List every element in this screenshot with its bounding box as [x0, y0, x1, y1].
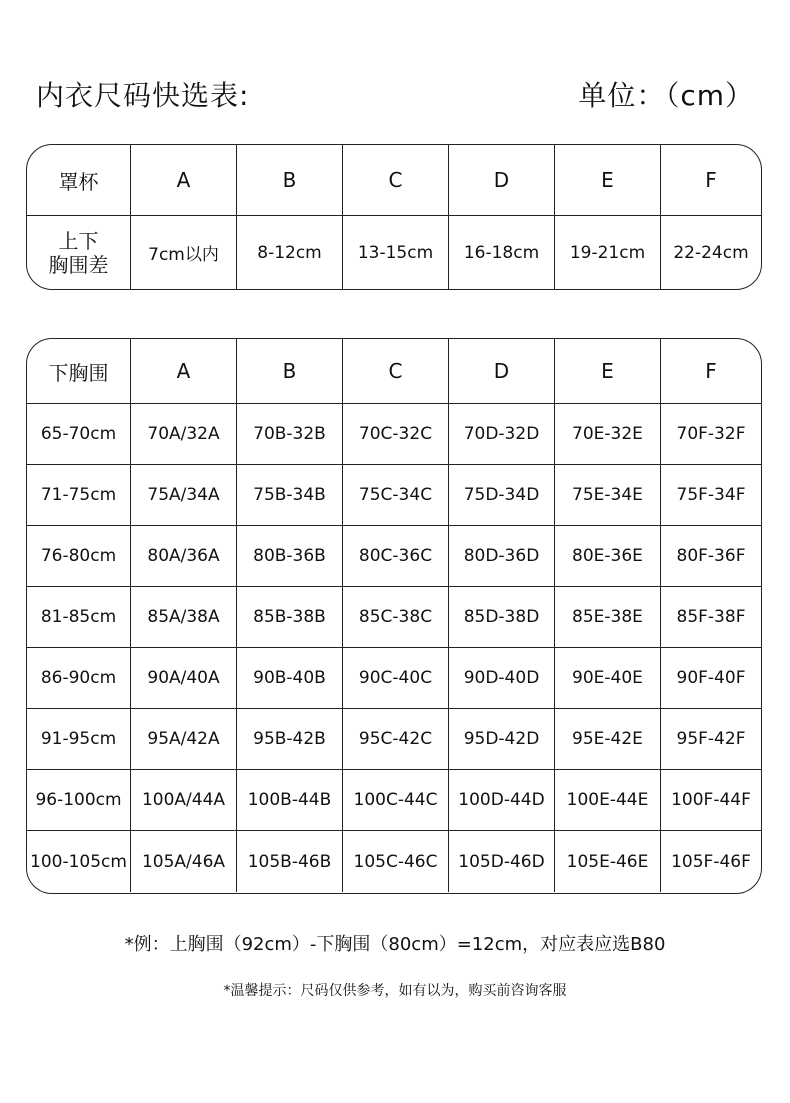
underbust-range: 91-95cm [27, 709, 131, 769]
table-row [27, 648, 761, 709]
example-note: *例：上胸围（92cm）-下胸围（80cm）=12cm，对应表应选B80 [124, 934, 666, 955]
size-cell: 95E-42E [555, 709, 661, 769]
size-cell: 70C-32C [343, 404, 449, 464]
cup-difference-table [26, 144, 762, 290]
diff-value-a: 7cm以内 [131, 216, 237, 289]
size-cell: 105E-46E [555, 831, 661, 892]
size-cell: 100A/44A [131, 770, 237, 830]
size-cell: 70E-32E [555, 404, 661, 464]
size-cell: 100B-44B [237, 770, 343, 830]
bust-difference-label-line2: 胸围差 [48, 252, 109, 277]
size-cell: 100E-44E [555, 770, 661, 830]
size-cell: 100F-44F [671, 790, 751, 810]
size-cell: 80D-36D [449, 526, 555, 586]
size-cell: 95C-42C [343, 709, 449, 769]
size-cell: 75D-34D [449, 465, 555, 525]
size-cell: 75C-34C [343, 465, 449, 525]
size-cell: 105A/46A [131, 831, 237, 892]
cup-label: 罩杯 [27, 145, 131, 215]
underbust-range: 81-85cm [27, 587, 131, 647]
size-cell: 100C-44C [343, 770, 449, 830]
size-cell: 85A/38A [131, 587, 237, 647]
size-table [26, 338, 762, 894]
cup-header-d: D [449, 145, 555, 215]
diff-value-c: 13-15cm [343, 216, 449, 289]
diff-value-f: 22-24cm [673, 242, 749, 263]
size-cell: 100D-44D [449, 770, 555, 830]
table-row [27, 465, 761, 526]
unit-label: 单位：（cm） [578, 79, 754, 112]
size-cell: 70B-32B [237, 404, 343, 464]
diff-value-b: 8-12cm [237, 216, 343, 289]
size-cell: 80E-36E [555, 526, 661, 586]
cup-header-f: F [705, 168, 717, 192]
size-cell: 90F-40F [676, 668, 746, 688]
size-cell: 90C-40C [343, 648, 449, 708]
underbust-range: 76-80cm [27, 526, 131, 586]
tip-note: *温馨提示：尺码仅供参考，如有以为，购买前咨询客服 [223, 983, 567, 999]
size-cell: 85C-38C [343, 587, 449, 647]
size-header-f: F [705, 359, 717, 383]
size-header-row [27, 339, 761, 404]
size-header-d: D [449, 339, 555, 403]
size-cell: 75A/34A [131, 465, 237, 525]
size-cell: 80C-36C [343, 526, 449, 586]
size-cell: 90D-40D [449, 648, 555, 708]
page-title: 内衣尺码快选表: [36, 79, 250, 112]
size-cell: 70D-32D [449, 404, 555, 464]
table-row [27, 526, 761, 587]
size-cell: 105F-46F [671, 851, 751, 872]
size-cell: 95F-42F [676, 729, 746, 749]
size-cell: 80A/36A [131, 526, 237, 586]
size-cell: 75B-34B [237, 465, 343, 525]
table-row [27, 770, 761, 831]
size-cell: 90E-40E [555, 648, 661, 708]
size-cell: 85B-38B [237, 587, 343, 647]
table-row [27, 404, 761, 465]
size-cell: 85F-38F [676, 607, 746, 627]
size-header-a: A [131, 339, 237, 403]
table-row [27, 709, 761, 770]
diff-value-d: 16-18cm [449, 216, 555, 289]
size-cell: 90A/40A [131, 648, 237, 708]
cup-header-c: C [343, 145, 449, 215]
size-cell: 95D-42D [449, 709, 555, 769]
bust-difference-row [27, 216, 761, 289]
size-cell: 105D-46D [449, 831, 555, 892]
size-cell: 70F-32F [676, 424, 746, 444]
size-header-b: B [237, 339, 343, 403]
size-header-e: E [555, 339, 661, 403]
size-cell: 80F-36F [676, 546, 746, 566]
size-cell: 90B-40B [237, 648, 343, 708]
diff-value-e: 19-21cm [555, 216, 661, 289]
size-cell: 85D-38D [449, 587, 555, 647]
cup-header-row [27, 145, 761, 216]
size-cell: 70A/32A [131, 404, 237, 464]
bust-difference-label-line1: 上下 [58, 228, 99, 253]
size-cell: 105C-46C [343, 831, 449, 892]
cup-header-a: A [131, 145, 237, 215]
size-header-c: C [343, 339, 449, 403]
size-cell: 95A/42A [131, 709, 237, 769]
size-cell: 95B-42B [237, 709, 343, 769]
underbust-label: 下胸围 [27, 339, 131, 403]
size-cell: 75E-34E [555, 465, 661, 525]
cup-header-b: B [237, 145, 343, 215]
underbust-range: 86-90cm [27, 648, 131, 708]
size-cell: 80B-36B [237, 526, 343, 586]
size-cell: 105B-46B [237, 831, 343, 892]
size-cell: 75F-34F [676, 485, 746, 505]
table-row [27, 831, 761, 892]
underbust-range: 96-100cm [27, 770, 131, 830]
underbust-range: 100-105cm [27, 831, 131, 892]
underbust-range: 65-70cm [27, 404, 131, 464]
underbust-range: 71-75cm [27, 465, 131, 525]
table-row [27, 587, 761, 648]
size-cell: 85E-38E [555, 587, 661, 647]
bust-difference-label [27, 216, 131, 289]
cup-header-e: E [555, 145, 661, 215]
